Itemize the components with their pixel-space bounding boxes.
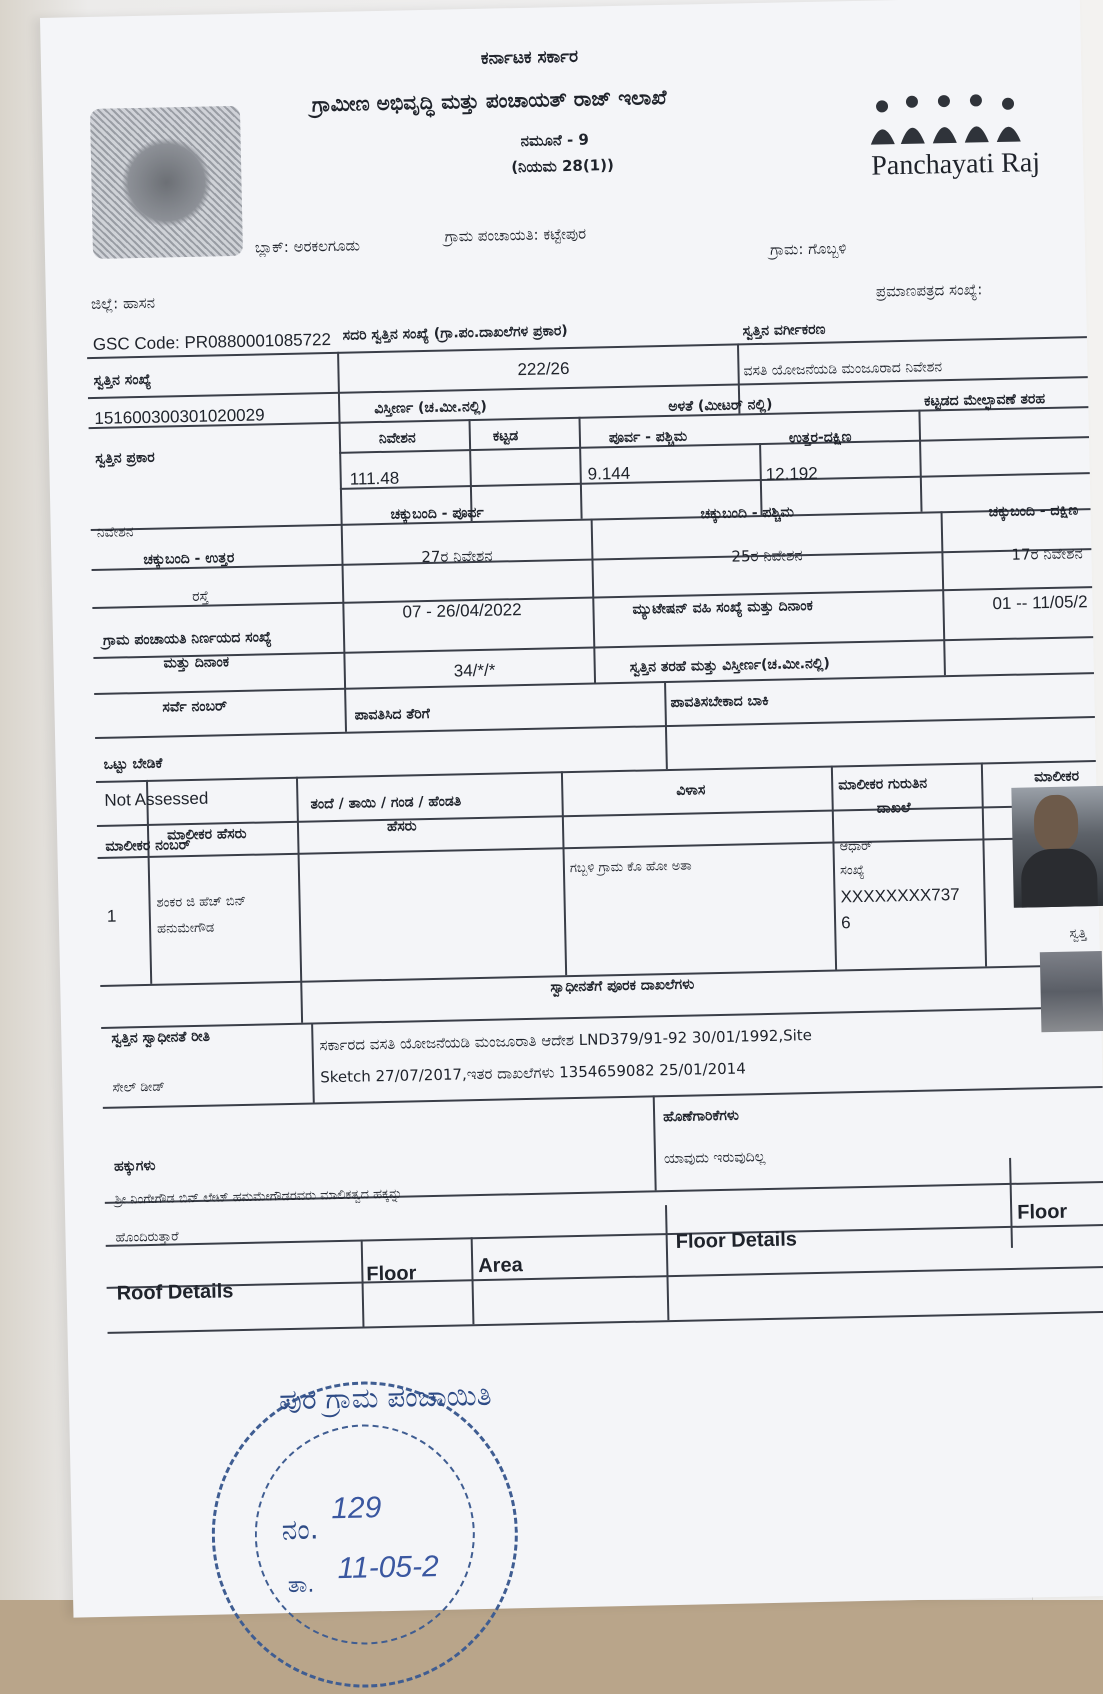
stamp-number-label: ನಂ.	[281, 1512, 319, 1547]
rights-value-2: ಹೊಂದಿರುತ್ತಾರೆ	[115, 1229, 179, 1246]
id-value: XXXXXXXX737	[840, 884, 960, 907]
block-name: ಬ್ಲಾಕ್: ಅರಕಲಗೂಡು	[254, 236, 361, 257]
owner-photo	[1011, 786, 1103, 908]
rule-line	[103, 1086, 1103, 1108]
area-label: ವಿಸ್ತೀರ್ಣ (ಚ.ಮೀ.ನಲ್ಲಿ)	[374, 398, 487, 418]
possession-method: ಸೇಲ್ ಡೀಡ್	[112, 1079, 165, 1096]
parent-name-label: ತಂದೆ / ತಾಯಿ / ಗಂಡ / ಹೆಂಡತಿ	[310, 793, 462, 813]
owner-name: ಶಂಕರ ಜಿ ಹೆಚ್ ಬಿನ್	[156, 893, 247, 911]
owner-number-label: ಮಾಲೀಕರ ನಂಬರ್	[105, 837, 191, 855]
id-type: ಆಧಾರ್	[839, 838, 873, 855]
rule-line	[361, 1240, 364, 1327]
survey-number-label: ಸರ್ವೆ ನಂಬರ್	[162, 698, 228, 716]
rule-line	[831, 766, 837, 970]
panchayat-seal-stamp	[209, 1378, 521, 1690]
govt-title: ಕರ್ನಾಟಕ ಸರ್ಕಾರ	[480, 46, 579, 69]
due-tax-label: ಪಾವತಿಸಬೇಕಾದ ಬಾಕಿ	[670, 692, 769, 711]
building-label: ಕಟ್ಟಡ	[492, 428, 519, 445]
mutation-value: 01 -- 11/05/2	[992, 592, 1088, 614]
area-col-label: Area	[478, 1254, 523, 1278]
property-type: ನಿವೇಶನ	[96, 524, 134, 541]
east-west-label: ಪೂರ್ವ - ಪಶ್ಚಿಮ	[608, 428, 688, 447]
id-type-2: ಸಂಖ್ಯೆ	[839, 862, 865, 879]
owner-name-2: ಹನುಮೇಗೌಡ	[156, 920, 215, 937]
rights-label: ಹಕ್ಕುಗಳು	[113, 1157, 156, 1175]
property-number: 151600300301020029	[94, 405, 265, 428]
rule-line	[107, 1266, 1103, 1288]
survey-number: 34/*/*	[453, 660, 496, 681]
form-number: ನಮೂನೆ - 9	[520, 130, 590, 150]
asset-number-gp-label: ಸದರಿ ಸ್ವತ್ತಿನ ಸಂಖ್ಯೆ (ಗ್ರಾ.ಪಂ.ದಾಖಲೆಗಳ ಪ್ರಕಾರ)	[342, 323, 568, 344]
rule-line	[95, 716, 1095, 738]
rule-line	[918, 410, 922, 512]
boundary-east-label: ಚಕ್ಕುಬಂದಿ - ಪೂರ್ವ	[390, 504, 484, 523]
rule-line	[101, 1006, 1101, 1028]
rule-line	[1009, 1158, 1012, 1248]
mutation-label: ಮ್ಯುಟೇಷನ್ ವಹಿ ಸಂಖ್ಯೆ ಮತ್ತು ದಿನಾಂಕ	[632, 597, 814, 618]
rule-line	[941, 511, 946, 675]
dimension-label: ಅಳತೆ (ಮೀಟರ್ ನಲ್ಲಿ)	[668, 396, 773, 415]
address-label: ವಿಳಾಸ	[676, 782, 706, 799]
boundary-west-value: 25ರ ನಿವೇಶನ	[731, 546, 803, 566]
certificate-number-label: ಪ್ರಮಾಣಪತ್ರದ ಸಂಖ್ಯೆ:	[875, 280, 983, 301]
classification-label: ಸ್ವತ್ತಿನ ವರ್ಗೀಕರಣ	[742, 321, 826, 340]
liabilities-label: ಹೊಣೆಗಾರಿಕೆಗಳು	[662, 1107, 740, 1126]
rule-number: (ನಿಯಮ 28(1))	[511, 156, 615, 177]
karnataka-emblem-icon	[90, 106, 243, 259]
rule-line	[146, 780, 152, 984]
village-name: ಗ್ರಾಮ: ಗೊಬ್ಬಳಿ	[769, 239, 847, 259]
possession-docs-label: ಸ್ವಾಧೀನತೆಗೆ ಪೂರಕ ದಾಖಲೆಗಳು	[550, 976, 695, 996]
boundary-east-value: 27ರ ನಿವೇಶನ	[421, 546, 493, 567]
north-south-label: ಉತ್ತರ-ದಕ್ಷಿಣ	[788, 429, 852, 447]
owner-name-label: ಮಾಲೀಕರ ಹೆಸರು	[166, 825, 247, 844]
owner-photo-label: ಮಾಲೀಕರ	[1033, 768, 1080, 786]
rule-line	[98, 836, 1098, 858]
roof-details-label: Roof Details	[116, 1280, 234, 1305]
boundary-north-value: ರಸ್ತೆ	[191, 588, 209, 605]
resolution-date-label: ಮತ್ತು ದಿನಾಂಕ	[163, 654, 230, 672]
rule-line	[296, 777, 303, 1023]
rule-line	[337, 352, 346, 732]
rule-line	[471, 1237, 474, 1324]
rule-line	[106, 1224, 1103, 1246]
owner-number: 1	[106, 906, 117, 926]
boundary-south-value: 17ರ ನಿವೇಶನ	[1011, 544, 1083, 564]
stamp-date-label: ತಾ.	[287, 1572, 315, 1599]
floor-details-label: Floor Details	[675, 1228, 798, 1253]
stamp-number-value: 129	[330, 1491, 382, 1526]
stamp-date-value: 11-05-2	[337, 1549, 440, 1586]
rule-line	[311, 1023, 314, 1103]
property-classification: ವಸತಿ ಯೋಜನೆಯಡಿ ಮಂಜೂರಾದ ನಿವೇಶನ	[743, 359, 943, 380]
rule-line	[653, 1095, 656, 1190]
panchayati-raj-logo-text: Panchayati Raj	[870, 147, 1041, 182]
id-value-2: 6	[840, 913, 851, 933]
boundary-north-label: ಚಕ್ಕುಬಂದಿ - ಉತ್ತರ	[143, 550, 235, 568]
resolution-label: ಗ್ರಾಮ ಪಂಚಾಯತಿ ನಿರ್ಣಯದ ಸಂಖ್ಯೆ	[102, 629, 272, 649]
liabilities-value: ಯಾವುದು ಇರುವುದಿಲ್ಲ	[663, 1149, 766, 1168]
stamp-arc-text: ಪುರ ಗ್ರಾಮ ಪಂಚಾಯಿತಿ	[278, 1378, 492, 1417]
north-south-value: 12.192	[765, 463, 818, 484]
site-label: ನಿವೇಶನ	[378, 430, 416, 447]
rule-line	[96, 760, 1096, 782]
possession-docs-line-2: Sketch 27/07/2017,ಇತರ ದಾಖಲೆಗಳು 1354659082 25/01/2014	[320, 1059, 746, 1087]
paid-tax-label: ಪಾವತಿಸಿದ ತೆರಿಗೆ	[354, 705, 431, 724]
site-area-value: 111.48	[349, 468, 400, 489]
rule-line	[665, 1205, 669, 1320]
roof-type-label: ಕಟ್ಟಡದ ಮೇಲ್ಛಾವಣೆ ತರಹ	[924, 391, 1046, 410]
department-title: ಗ್ರಾಮೀಣ ಅಭಿವೃದ್ಧಿ ಮತ್ತು ಪಂಚಾಯತ್ ರಾಜ್ ಇಲಾಖೆ	[311, 84, 667, 117]
property-type-area-label: ಸ್ವತ್ತಿನ ತರಹೆ ಮತ್ತು ವಿಸ್ತೀರ್ಣ(ಚ.ಮೀ.ನಲ್ಲಿ)	[629, 655, 830, 676]
possession-method-label: ಸ್ವತ್ತಿನ ಸ್ವಾಧೀನತೆ ರೀತಿ	[111, 1028, 211, 1047]
east-west-value: 9.144	[587, 463, 631, 484]
rights-value: ಶ್ರೀ ನಿಂಗೇಗೌಡ ಬಿನ್ ಲೇಟ್ ಹನುಮೇಗೌಡರವರು ಮಾಲಿಕತ್ವದ ಹಕ್ಕನ್ನು	[114, 1186, 403, 1208]
rule-line	[97, 804, 1097, 826]
rule-line	[340, 472, 1090, 489]
floor-right-label: Floor	[1017, 1200, 1068, 1224]
rule-line	[591, 519, 596, 683]
boundary-west-label: ಚಕ್ಕುಬಂದಿ - ಪಶ್ಚಿಮ	[700, 504, 794, 523]
possession-docs-line-1: ಸರ್ಕಾರದ ವಸತಿ ಯೋಜನೆಯಡಿ ಮಂಜೂರಾತಿ ಆದೇಶ LND379/91-92 30/01/1992,Site	[319, 1026, 813, 1055]
asset-number-gp: 222/26	[517, 358, 570, 380]
rule-line	[561, 771, 567, 975]
id-document-label: ಮಾಲೀಕರ ಗುರುತಿನ	[838, 775, 928, 794]
rule-line	[339, 436, 1089, 453]
district-name: ಜಿಲ್ಲೆ: ಹಾಸನ	[90, 293, 156, 313]
panchayati-raj-logo-icon	[862, 89, 1033, 153]
boundary-south-label: ಚಕ್ಕುಬಂದಿ - ದಕ್ಷಿಣ	[988, 502, 1079, 521]
rule-line	[981, 762, 987, 966]
total-demand-label: ಒಟ್ಟು ಬೇಡಿಕೆ	[103, 755, 163, 773]
side-label: ಸ್ವತ್ತಿ	[1069, 926, 1087, 942]
resolution-value: 07 - 26/04/2022	[402, 600, 522, 622]
property-number-label: ಸ್ವತ್ತಿನ ಸಂಖ್ಯೆ	[93, 371, 152, 389]
id-document-label-2: ದಾಖಲೆ	[876, 799, 911, 817]
property-type-label: ಸ್ವತ್ತಿನ ಪ್ರಕಾರ	[95, 449, 155, 467]
floor-label: Floor	[366, 1262, 417, 1286]
total-demand-value: Not Assessed	[104, 788, 209, 810]
property-photo	[1040, 951, 1103, 1032]
gram-panchayat-name: ಗ್ರಾಮ ಪಂಚಾಯತಿ: ಕಟ್ಟೇಪುರ	[444, 224, 587, 246]
form-9-sheet	[40, 0, 1103, 1618]
gsc-code: GSC Code: PR0880001085722	[92, 329, 332, 354]
rule-line	[578, 417, 582, 519]
rule-line	[108, 1311, 1103, 1333]
parent-name-label-2: ಹೆಸರು	[386, 818, 417, 835]
owner-address: ಗಬ್ಬಳಿ ಗ್ರಾಮ ಕೊ ಹೋ ಅತಾ	[569, 858, 692, 877]
